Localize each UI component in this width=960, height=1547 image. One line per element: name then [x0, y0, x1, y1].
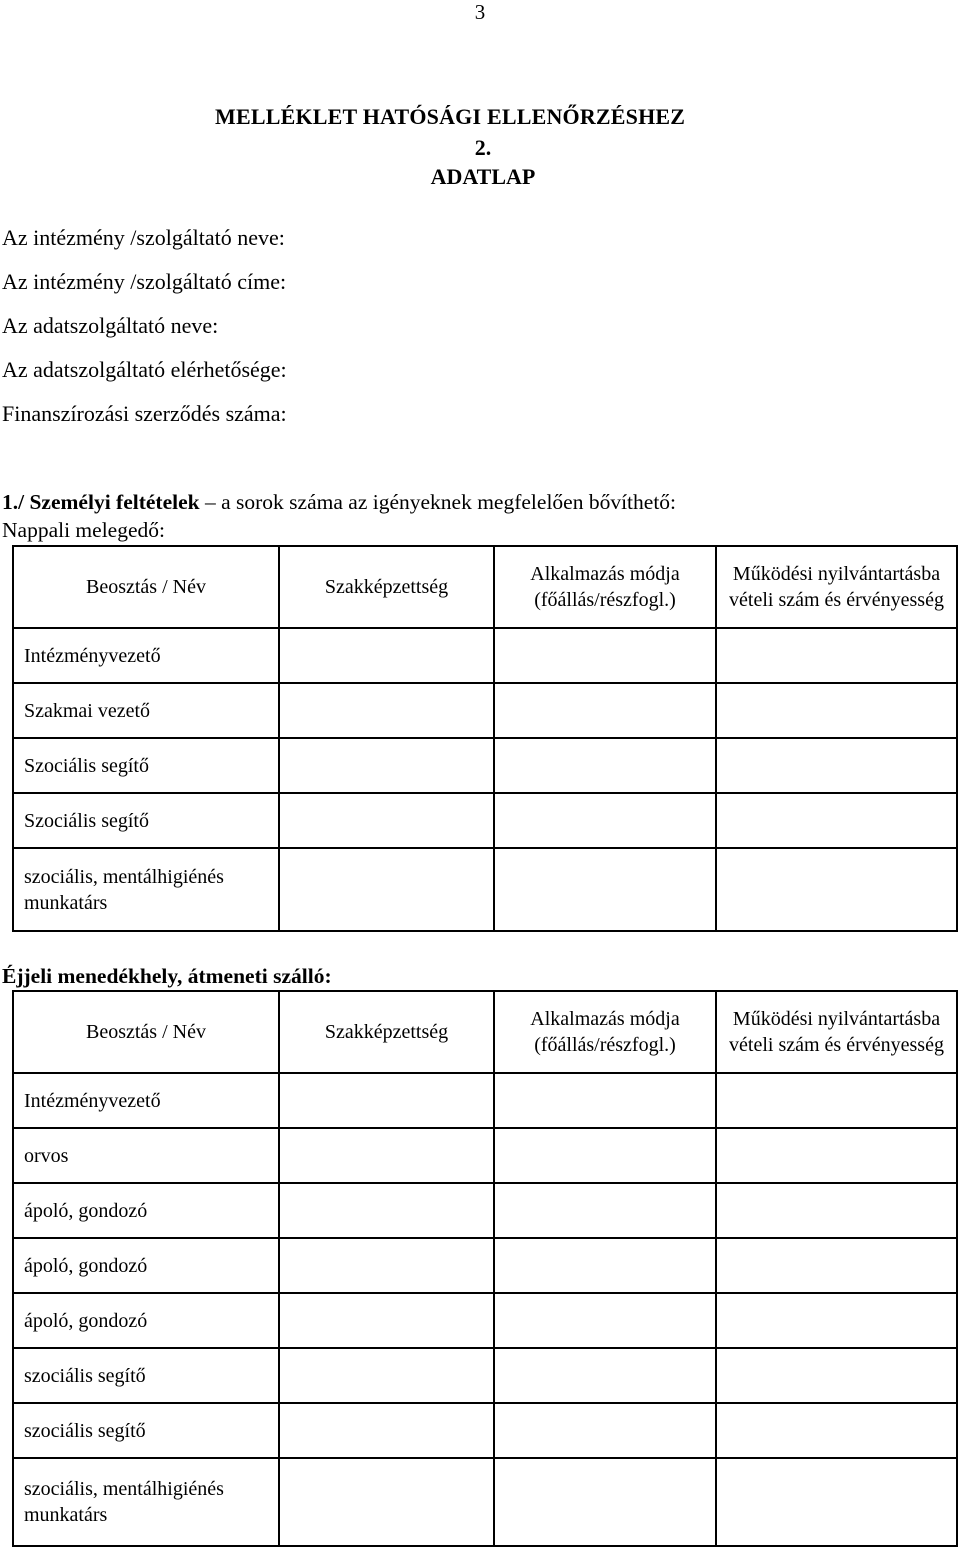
table-row — [13, 1238, 957, 1293]
employment-cell[interactable] — [494, 1073, 716, 1128]
col-header-employment: Alkalmazás módja (főállás/részfogl.) — [494, 546, 716, 628]
table-row — [13, 1128, 957, 1183]
employment-cell[interactable] — [494, 1128, 716, 1183]
qualification-cell[interactable] — [279, 1183, 494, 1238]
registration-cell[interactable] — [716, 683, 957, 738]
employment-cell[interactable] — [494, 683, 716, 738]
employment-cell[interactable] — [494, 738, 716, 793]
role-cell: szociális segítő — [13, 1348, 279, 1403]
table-row — [13, 1293, 957, 1348]
table-row — [13, 738, 957, 793]
registration-cell[interactable] — [716, 793, 957, 848]
table-row — [13, 1183, 957, 1238]
registration-cell[interactable] — [716, 738, 957, 793]
table-row — [13, 1458, 957, 1546]
role-cell: orvos — [13, 1128, 279, 1183]
registration-cell[interactable] — [716, 1073, 957, 1128]
qualification-cell[interactable] — [279, 1403, 494, 1458]
col-header-position: Beosztás / Név — [13, 991, 279, 1073]
qualification-cell[interactable] — [279, 1128, 494, 1183]
qualification-cell[interactable] — [279, 1238, 494, 1293]
registration-cell[interactable] — [716, 1238, 957, 1293]
role-cell: szociális segítő — [13, 1403, 279, 1458]
employment-cell[interactable] — [494, 1348, 716, 1403]
qualification-cell[interactable] — [279, 1348, 494, 1403]
registration-cell[interactable] — [716, 1348, 957, 1403]
info-contract-number: Finanszírozási szerződés száma: — [2, 401, 287, 426]
document-title: MELLÉKLET HATÓSÁGI ELLENŐRZÉSHEZ — [215, 104, 686, 129]
employment-cell[interactable] — [494, 628, 716, 683]
qualification-cell[interactable] — [279, 848, 494, 931]
night-shelter-heading — [2, 964, 332, 989]
col-header-registration: Működési nyilvántartásba vételi szám és érvényesség — [716, 546, 957, 628]
col-header-registration: Működési nyilvántartásba vételi szám és érvényesség — [716, 991, 957, 1073]
employment-cell[interactable] — [494, 793, 716, 848]
section-heading-personal-conditions — [2, 490, 676, 515]
section-heading-bold: 1./ Személyi feltételek — [2, 490, 200, 514]
col-header-qualification: Szakképzettség — [279, 546, 494, 628]
info-provider-contact: Az adatszolgáltató elérhetősége: — [2, 357, 287, 382]
day-shelter-heading: Nappali melegedő: — [2, 518, 165, 542]
registration-cell[interactable] — [716, 628, 957, 683]
qualification-cell[interactable] — [279, 1073, 494, 1128]
table-row — [13, 1073, 957, 1128]
document-number: 2. — [474, 135, 492, 160]
qualification-cell[interactable] — [279, 1458, 494, 1546]
role-cell: ápoló, gondozó — [13, 1293, 279, 1348]
info-institution-name: Az intézmény /szolgáltató neve: — [2, 225, 285, 250]
table-row — [13, 793, 957, 848]
employment-cell[interactable] — [494, 848, 716, 931]
registration-cell[interactable] — [716, 1403, 957, 1458]
table-row — [13, 1348, 957, 1403]
table-row — [13, 628, 957, 683]
role-cell: Szociális segítő — [13, 738, 279, 793]
registration-cell[interactable] — [716, 1128, 957, 1183]
info-provider-name: Az adatszolgáltató neve: — [2, 313, 219, 338]
table-row — [13, 848, 957, 931]
table-header-row — [13, 991, 957, 1073]
role-cell: Szakmai vezető — [13, 683, 279, 738]
role-cell: szociális, mentálhigiénés munkatárs — [13, 848, 279, 931]
qualification-cell[interactable] — [279, 628, 494, 683]
role-cell: Intézményvezető — [13, 628, 279, 683]
role-cell: ápoló, gondozó — [13, 1183, 279, 1238]
role-cell: ápoló, gondozó — [13, 1238, 279, 1293]
day-shelter-table — [12, 545, 958, 932]
qualification-cell[interactable] — [279, 793, 494, 848]
employment-cell[interactable] — [494, 1403, 716, 1458]
page-number: 3 — [474, 0, 486, 24]
employment-cell[interactable] — [494, 1293, 716, 1348]
role-cell: Szociális segítő — [13, 793, 279, 848]
employment-cell[interactable] — [494, 1458, 716, 1546]
qualification-cell[interactable] — [279, 738, 494, 793]
section-heading-rest: – a sorok száma az igényeknek megfelelően bővíthető: — [199, 490, 677, 514]
employment-cell[interactable] — [494, 1238, 716, 1293]
registration-cell[interactable] — [716, 1183, 957, 1238]
night-shelter-heading-text: Éjjeli menedékhely, átmeneti szálló: — [2, 964, 332, 988]
col-header-qualification: Szakképzettség — [279, 991, 494, 1073]
registration-cell[interactable] — [716, 1293, 957, 1348]
role-cell: szociális, mentálhigiénés munkatárs — [13, 1458, 279, 1546]
employment-cell[interactable] — [494, 1183, 716, 1238]
registration-cell[interactable] — [716, 848, 957, 931]
qualification-cell[interactable] — [279, 1293, 494, 1348]
document-subtitle: ADATLAP — [430, 164, 536, 189]
qualification-cell[interactable] — [279, 683, 494, 738]
info-institution-address: Az intézmény /szolgáltató címe: — [2, 269, 287, 294]
table-row — [13, 683, 957, 738]
col-header-position: Beosztás / Név — [13, 546, 279, 628]
role-cell: Intézményvezető — [13, 1073, 279, 1128]
night-shelter-table — [12, 990, 958, 1547]
registration-cell[interactable] — [716, 1458, 957, 1546]
col-header-employment: Alkalmazás módja (főállás/részfogl.) — [494, 991, 716, 1073]
table-row — [13, 1403, 957, 1458]
table-header-row — [13, 546, 957, 628]
